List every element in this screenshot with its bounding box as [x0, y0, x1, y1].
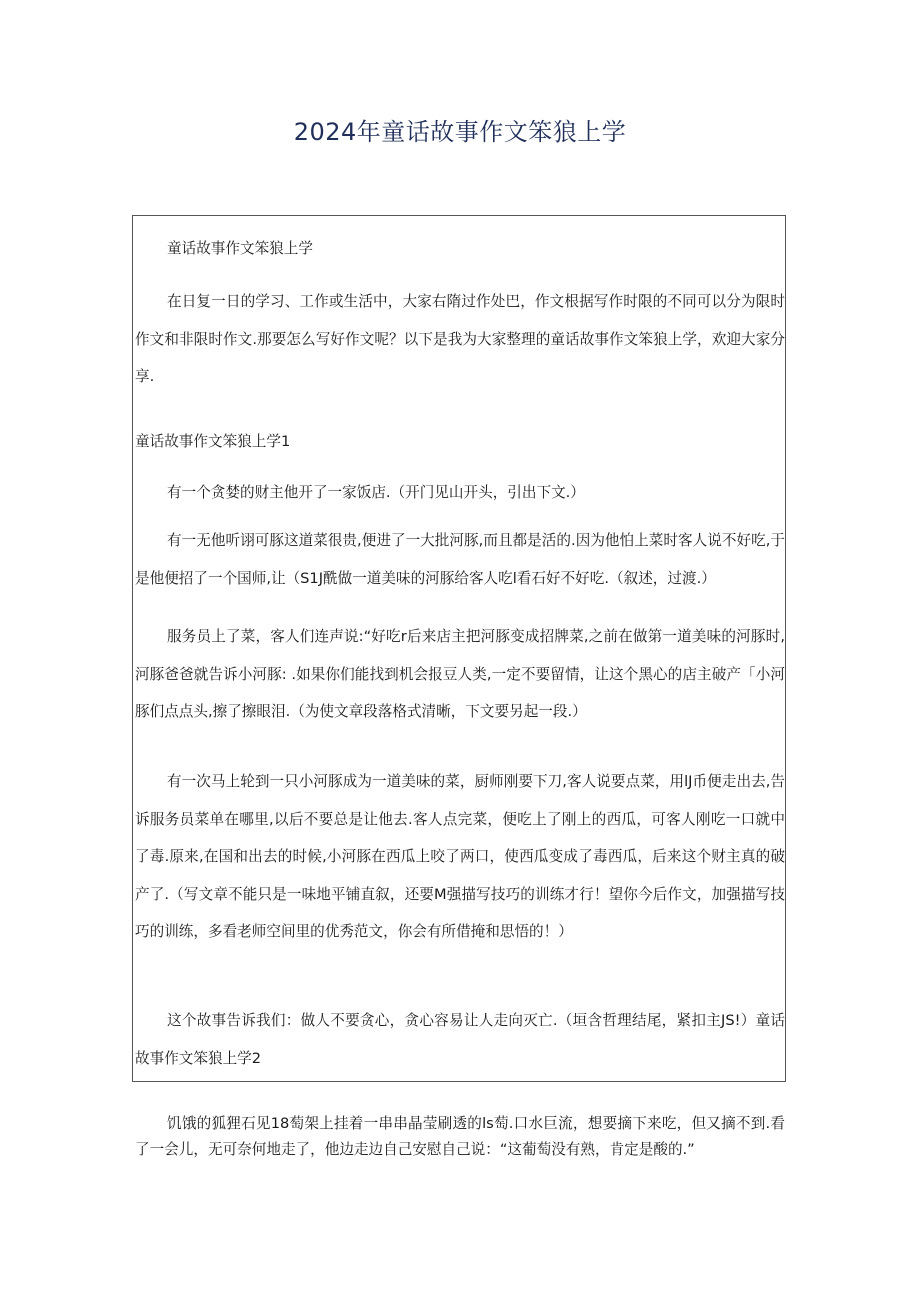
paragraph-moral: 这个故事告诉我们：做人不要贪心，贪心容易让人走向灭亡.（垣含哲理结尾，紧扣主JS!）童话故事作文笨狼上学2 — [135, 1012, 785, 1067]
paragraph-story-2: 有一无他听诩可豚这道菜很贵,便进了一大批河豚,而且都是活的.因为他怕上菜时客人说不好吃,于是他便招了一个国师,让（S1J酰做一道美味的河豚给客人吃l看石好不好吃.（叙述，过渡.） — [135, 532, 785, 587]
paragraph-fox-story: 饥饿的狐狸石见18萄架上挂着一串串晶莹刷透的ls萄.口水巨流，想要摘下来吃，但又摘不到.看了一会儿，无可奈何地走了，他边走边自己安慰自己说：“这葡萄没有熟，肯定是酸的.” — [135, 1115, 785, 1158]
paragraph-subtitle: 童话故事作文笨狼上学 — [167, 240, 313, 257]
paragraph-story-3: 服务员上了菜，客人们连声说:“好吃r后来店主把河豚变成招牌菜,之前在做第一道美味的河豚时,河豚爸爸就告诉小河豚: .如果你们能找到机会报豆人类,一定不要留情，让这个黑心的店主破产「小河豚们点点头,擦了擦眼泪.（为使文章段落格式清晰，下文要另起一段.） — [135, 628, 785, 721]
section-heading-1: 童话故事作文笨狼上学1 — [135, 433, 291, 450]
page-title: 2024年童话故事作文笨狼上学 — [293, 118, 627, 146]
paragraph-intro: 在日复一日的学习、工作或生活中，大家右隋过作处巴，作文根据写作时限的不同可以分为限时作文和非限时作文.那要怎么写好作文呢？以下是我为大家整理的童话故事作文笨狼上学，欢迎大家分享. — [135, 293, 785, 386]
paragraph-story-1: 有一个贪婪的财主他开了一家饭店.（开门见山开头，引出下文.） — [167, 484, 585, 501]
paragraph-story-4: 有一次马上轮到一只小河豚成为一道美味的菜，厨师刚要下刀,客人说要点菜，用lJ币便走出去,告诉服务员菜单在哪里,以后不要总是让他去.客人点完菜，便吃上了刚上的西瓜，可客人刚吃一口就中了毒.原来,在国和出去的时候,小河豚在西瓜上咬了两口，使西瓜变成了毒西瓜，后来这个财主真的破产了.（写文章不能只是一味地平铺直叙，还要M强描写技巧的训练才行！望你今后作文，加强描写技巧的训练，多看老师空间里的优秀范文，你会有所借掩和思悟的！） — [135, 773, 785, 941]
